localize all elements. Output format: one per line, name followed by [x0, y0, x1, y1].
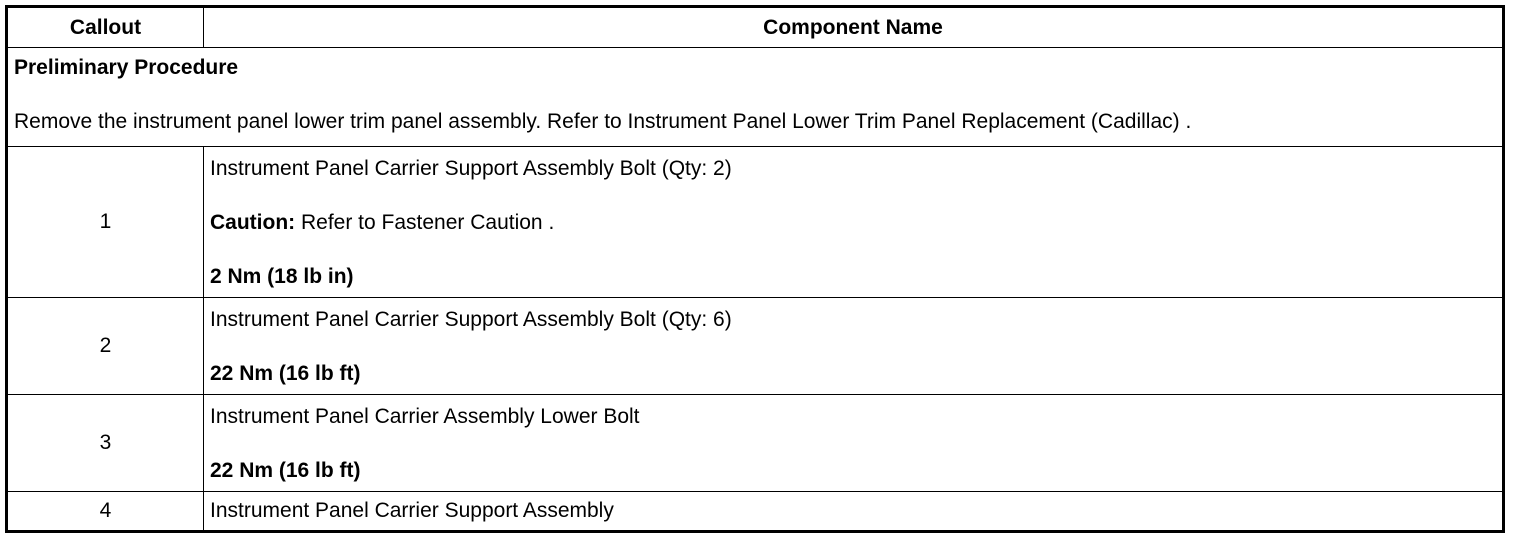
component-name: Instrument Panel Carrier Assembly Lower Bolt: [210, 405, 640, 428]
component-cell: [204, 298, 1502, 394]
torque-spec: 22 Nm (16 lb ft): [210, 459, 361, 482]
component-cell: [204, 492, 1502, 530]
component-name: Instrument Panel Carrier Support Assembly Bolt (Qty: 6): [210, 308, 732, 331]
caution-note: [210, 211, 1502, 235]
callout-column-header: Callout: [8, 8, 204, 47]
preliminary-procedure-text: Remove the instrument panel lower trim panel assembly. Refer to Instrument Panel Lower Trim Panel Replacement (Cadillac) .: [14, 110, 1192, 133]
table-row: [8, 147, 1502, 298]
component-cell: [204, 395, 1502, 491]
callout-number: 1: [8, 147, 204, 297]
callout-number: 2: [8, 298, 204, 394]
table-header-row: [8, 8, 1502, 48]
component-cell: [204, 147, 1502, 297]
component-name: Instrument Panel Carrier Support Assembly: [210, 499, 614, 522]
caution-text: Refer to Fastener Caution .: [295, 211, 555, 234]
callout-table: [5, 5, 1505, 533]
preliminary-procedure-title: Preliminary Procedure: [14, 56, 239, 79]
callout-number: 4: [8, 492, 204, 530]
torque-spec: 22 Nm (16 lb ft): [210, 362, 361, 385]
callout-number: 3: [8, 395, 204, 491]
caution-label: Caution:: [210, 211, 296, 234]
table-row: [8, 298, 1502, 395]
table-row: [8, 395, 1502, 492]
preliminary-procedure-row: [8, 48, 1502, 147]
component-name: Instrument Panel Carrier Support Assembly Bolt (Qty: 2): [210, 157, 732, 180]
component-name-column-header: Component Name: [763, 15, 943, 39]
table-row: [8, 492, 1502, 530]
torque-spec: 2 Nm (18 lb in): [210, 265, 354, 288]
